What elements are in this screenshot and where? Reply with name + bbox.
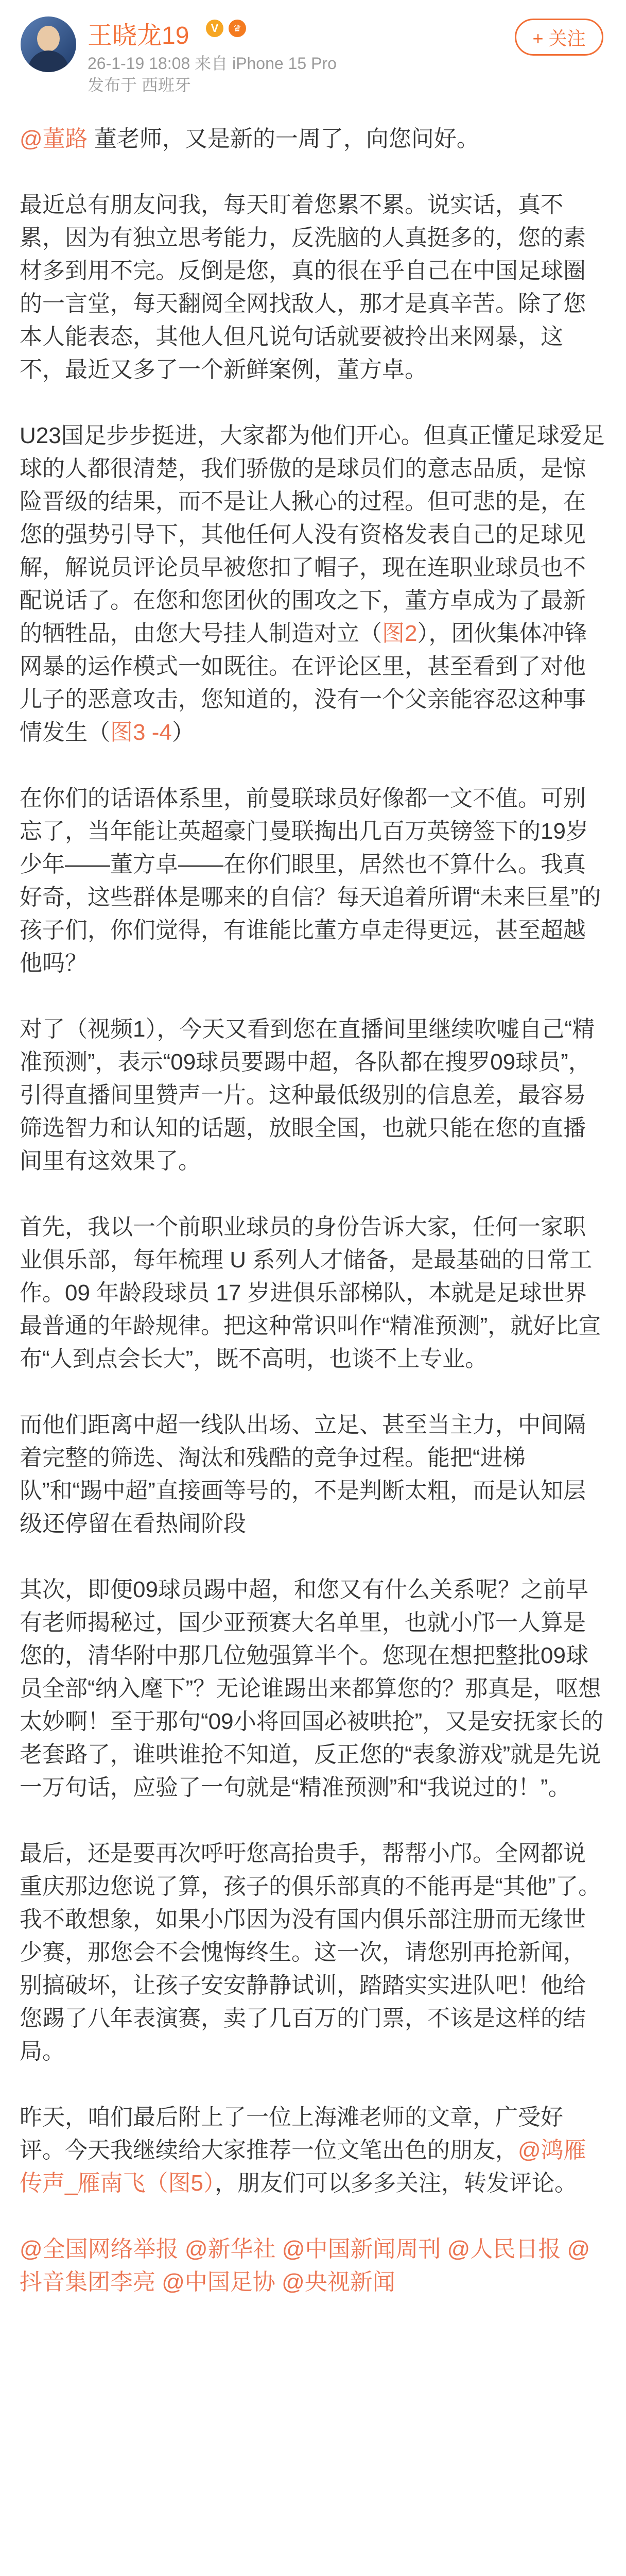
- avatar-body: [28, 50, 69, 72]
- paragraph-10-a: 昨天，咱们最后附上了一位上海滩老师的文章，广受好评。今天我继续给大家推荐一位文笔出色的朋友，: [20, 2105, 563, 2163]
- paragraph-8: 其次，即便09球员踢中超，和您又有什么关系呢？之前早有老师揭秘过，国少亚预赛大名单里，也就小邝一人算是您的，清华附中那几位勉强算半个。您现在想把整批09球员全部“纳入麾下”？无论谁踢出来都算您的？那真是，呕想太妙啊！至于那句“09小将回国必被哄抢”，又是安抚家长的老套路了，谁哄谁抢不知道，反正您的“表象游戏”就是先说一万句话，应验了一句就是“精准预测”和“我说过的！”。: [20, 1577, 604, 1800]
- paragraph-3-c: ）: [171, 720, 195, 745]
- mention-tags[interactable]: @全国网络举报 @新华社 @中国新闻周刊 @人民日报 @抖音集团李亮 @中国足协 @央视新闻: [20, 2236, 590, 2295]
- recommended-user-link[interactable]: @鸿雁传声_雁南飞（图5）: [20, 2138, 586, 2196]
- paragraph-7: 而他们距离中超一线队出场、立足、甚至当主力，中间隔着完整的筛选、淘汰和残酷的竞争过程。能把“进梯队”和“踢中超”直接画等号的，不是判断太粗，而是认知层级还停留在看热闹阶段: [20, 1412, 586, 1536]
- post-body: [20, 123, 606, 2332]
- paragraph-1: [20, 123, 606, 156]
- image-link-2[interactable]: 图2: [382, 621, 418, 646]
- member-badge-icon: ♛: [229, 20, 246, 37]
- post-location: 发布于 西班牙: [88, 76, 191, 94]
- avatar-face: [37, 26, 60, 52]
- paragraph-10: [20, 2101, 606, 2200]
- paragraph-3-b: ），团伙集体冲锋网暴的运作模式一如既往。在评论区里，甚至看到了对他儿子的恶意攻击，您知道的，没有一个父亲能容忍这种事情发生（: [20, 621, 587, 745]
- follow-button[interactable]: + 关注: [515, 19, 603, 56]
- paragraph-3: [20, 419, 606, 749]
- paragraph-9: 最后，还是要再次呼吁您高抬贵手，帮帮小邝。全网都说重庆那边您说了算，孩子的俱乐部真的不能再是“其他”了。我不敢想象，如果小邝因为没有国内俱乐部注册而无缘世少赛，那您会不会愧悔终生。这一次，请您别再抢新闻，别搞破坏，让孩子安安静静试训，踏踏实实进队吧！他给您踢了八年表演赛，卖了几百万的门票，不该是这样的结局。: [20, 1841, 601, 2064]
- paragraph-3-a: U23国足步步挺进，大家都为他们开心。但真正懂足球爱足球的人都很清楚，我们骄傲的是球员们的意志品质，是惊险晋级的结果，而不是让人揪心的过程。但可悲的是，在您的强势引导下，其他任何人没有资格发表自己的足球见解，解说员评论员早被您扣了帽子，现在连职业球员也不配说话了。在您和您团伙的围攻之下，董方卓成为了最新的牺牲品，由您大号挂人制造对立（: [20, 423, 605, 646]
- mention-link[interactable]: @董路: [20, 126, 88, 151]
- verified-badge-icon: V: [206, 20, 223, 37]
- avatar[interactable]: [21, 16, 76, 72]
- paragraph-1-text: 董老师，又是新的一周了，向您问好。: [88, 126, 479, 151]
- post-time-device: 26-1-19 18:08 来自 iPhone 15 Pro: [88, 54, 337, 73]
- paragraph-10-b: ，朋友们可以多多关注，转发评论。: [214, 2171, 577, 2196]
- image-link-3-4[interactable]: 图3 -4: [110, 720, 172, 745]
- paragraph-6: 首先，我以一个前职业球员的身份告诉大家，任何一家职业俱乐部，每年梳理 U 系列人才储备，是最基础的日常工作。09 年龄段球员 17 岁进俱乐部梯队，本就是足球世界最普通的年龄规律。把这种常识叫作“精准预测”，就好比宣布“人到点会长大”，既不高明，也谈不上专业。: [20, 1214, 601, 1371]
- author-name[interactable]: 王晓龙19: [88, 22, 189, 49]
- paragraph-4: 在你们的话语体系里，前曼联球员好像都一文不值。可别忘了，当年能让英超豪门曼联掏出几百万英镑签下的19岁少年——董方卓——在你们眼里，居然也不算什么。我真好奇，这些群体是哪来的自信？每天追着所谓“未来巨星”的孩子们，你们觉得，有谁能比董方卓走得更远，甚至超越他吗？: [20, 786, 601, 976]
- paragraph-2: 最近总有朋友问我，每天盯着您累不累。说实话，真不累，因为有独立思考能力，反洗脑的人真挺多的，您的素材多到用不完。反倒是您，真的很在乎自己在中国足球圈的一言堂，每天翻阅全网找敌人，那才是真辛苦。除了您本人能表态，其他人但凡说句话就要被拎出来网暴，这不，最近又多了一个新鲜案例，董方卓。: [20, 192, 586, 382]
- paragraph-5: 对了（视频1），今天又看到您在直播间里继续吹嘘自己“精准预测”，表示“09球员要踢中超，各队都在搜罗09球员”，引得直播间里赞声一片。这种最低级别的信息差，最容易筛选智力和认知的话题，放眼全国，也就只能在您的直播间里有这效果了。: [20, 1016, 595, 1174]
- post-header: [0, 0, 626, 98]
